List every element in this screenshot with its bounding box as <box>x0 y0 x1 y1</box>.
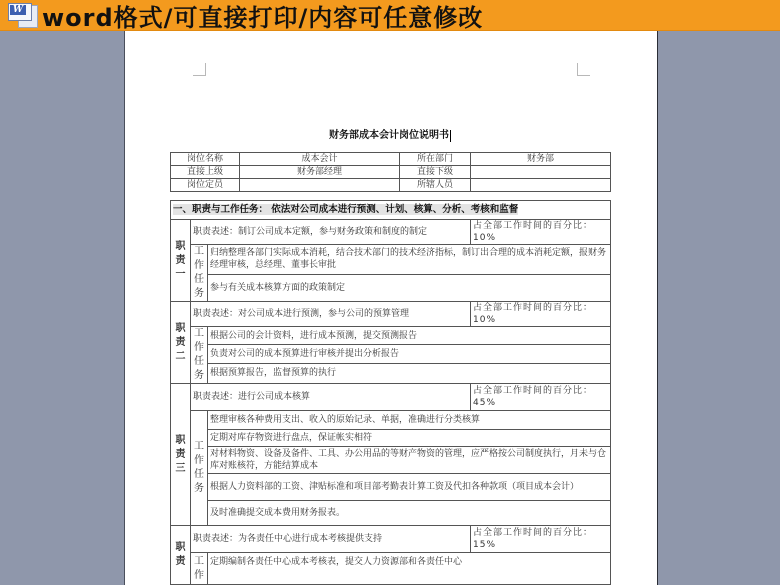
value-cell[interactable] <box>471 179 611 192</box>
value-cell[interactable]: 财务部经理 <box>240 166 400 179</box>
task-item[interactable]: 归纳整理各部门实际成本消耗，结合技术部门的技术经济指标，制订出合理的成本消耗定额，报财务经理审核，总经理、董事长审批 <box>208 245 611 275</box>
label-cell: 直接下级 <box>400 166 471 179</box>
duty-percent[interactable]: 占全部工作时间的百分比：15% <box>471 526 611 553</box>
basic-info-table <box>170 152 611 192</box>
duty-row <box>171 302 611 327</box>
duty-description[interactable]: 职责表述：对公司成本进行预测，参与公司的预算管理 <box>191 302 471 327</box>
task-row <box>171 553 611 585</box>
task-item[interactable]: 整理审核各种费用支出、收入的原始记录、单据，准确进行分类核算 <box>208 411 611 430</box>
task-row <box>171 411 611 430</box>
task-row <box>171 447 611 474</box>
task-row <box>171 274 611 301</box>
duties-table <box>170 200 611 585</box>
value-cell[interactable] <box>471 166 611 179</box>
task-item[interactable]: 及时准确提交成本费用财务报表。 <box>208 501 611 526</box>
section-heading[interactable]: 一、职责与工作任务： 依法对公司成本进行预测、计划、核算、分析、考核和监督 <box>171 201 611 220</box>
value-cell[interactable] <box>240 179 400 192</box>
duty-percent[interactable]: 占全部工作时间的百分比：45% <box>471 384 611 411</box>
task-item[interactable]: 对材料物资、设备及备件、工具、办公用品的等财产物资的管理，应严格按公司制度执行，月未与仓库对账核符，方能结算成本 <box>208 447 611 474</box>
value-cell[interactable]: 财务部 <box>471 153 611 166</box>
label-cell: 岗位定员 <box>171 179 240 192</box>
table-row <box>171 179 611 192</box>
margin-corner-mark <box>193 63 206 76</box>
section-heading-row <box>171 201 611 220</box>
task-item[interactable]: 定期对库存物资进行盘点，保证帐实相符 <box>208 430 611 447</box>
task-item[interactable]: 负责对公司的成本预算进行审核并提出分析报告 <box>208 345 611 363</box>
table-row <box>171 166 611 179</box>
task-row <box>171 327 611 345</box>
value-cell[interactable]: 成本会计 <box>240 153 400 166</box>
task-label: 工 作 任 务 <box>191 245 208 302</box>
duty-description[interactable]: 职责表述：制订公司成本定额，参与财务政策和制度的制定 <box>191 220 471 245</box>
banner-text: word格式/可直接打印/内容可任意修改 <box>42 3 484 32</box>
margin-corner-mark <box>577 63 590 76</box>
duty-description[interactable]: 职责表述：进行公司成本核算 <box>191 384 471 411</box>
task-label: 工 作 任 务 <box>191 327 208 384</box>
duty-percent[interactable]: 占全部工作时间的百分比：10% <box>471 220 611 245</box>
label-cell: 岗位名称 <box>171 153 240 166</box>
duty-percent[interactable]: 占全部工作时间的百分比：10% <box>471 302 611 327</box>
label-cell: 直接上级 <box>171 166 240 179</box>
duty-row <box>171 384 611 411</box>
duty-label: 职 责 <box>171 526 191 585</box>
task-row <box>171 430 611 447</box>
duty-row <box>171 220 611 245</box>
top-banner <box>0 0 780 31</box>
table-row <box>171 153 611 166</box>
duty-description[interactable]: 职责表述：为各责任中心进行成本考核提供支持 <box>191 526 471 553</box>
duty-row <box>171 526 611 553</box>
task-row <box>171 245 611 275</box>
word-document-icon: W <box>4 2 40 28</box>
task-row <box>171 474 611 501</box>
task-row <box>171 363 611 383</box>
task-label: 工 作 任 务 <box>191 411 208 526</box>
task-label: 工 作 <box>191 553 208 585</box>
task-item[interactable]: 参与有关成本核算方面的政策制定 <box>208 274 611 301</box>
task-row <box>171 345 611 363</box>
duty-label: 职 责 一 <box>171 220 191 302</box>
text-cursor <box>450 130 451 142</box>
label-cell: 所在部门 <box>400 153 471 166</box>
task-item[interactable]: 定期编制各责任中心成本考核表，提交人力资源部和各责任中心 <box>208 553 611 585</box>
task-item[interactable]: 根据人力资料部的工资、津贴标准和项目部考勤表计算工资及代扣各种款项（项目成本会计） <box>208 474 611 501</box>
task-item[interactable]: 根据预算报告，监督预算的执行 <box>208 363 611 383</box>
task-item[interactable]: 根据公司的会计资料，进行成本预测，提交预测报告 <box>208 327 611 345</box>
label-cell: 所辖人员 <box>400 179 471 192</box>
duty-label: 职 责 二 <box>171 302 191 384</box>
document-title[interactable]: 财务部成本会计岗位说明书 <box>329 130 449 141</box>
task-row <box>171 501 611 526</box>
duty-label: 职 责 三 <box>171 384 191 526</box>
